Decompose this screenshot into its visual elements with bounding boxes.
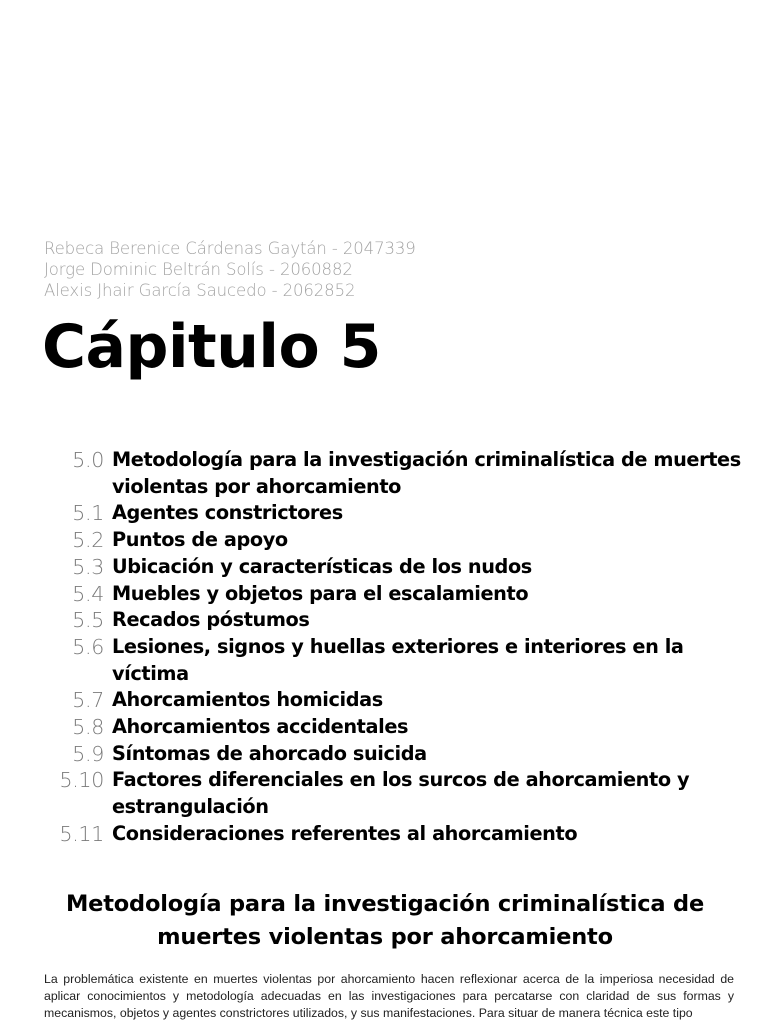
chapter-title: Cápitulo 5: [42, 312, 381, 382]
toc-title: Síntomas de ahorcado suicida: [112, 741, 427, 765]
toc-item: [40, 581, 752, 608]
toc-number: 5.2: [72, 528, 104, 553]
author-line: Alexis Jhair García Saucedo - 2062852: [44, 281, 356, 300]
toc-number: 5.0: [72, 448, 104, 472]
section-heading: Metodología para la investigación criminalística de muertes violentas por ahorcamiento: [65, 891, 705, 950]
toc-title: Agentes constrictores: [112, 501, 343, 525]
toc-number: 5.7: [72, 688, 104, 713]
author-list: [44, 238, 416, 301]
toc-number: 5.8: [72, 715, 104, 740]
toc-item: [40, 447, 752, 500]
toc-title: Lesiones, signos y huellas exteriores e interiores en la víctima: [112, 634, 684, 685]
toc-item: [40, 554, 752, 581]
toc-item: [40, 500, 752, 527]
toc-item: [40, 634, 752, 687]
toc-item: [40, 767, 752, 820]
toc-number: 5.3: [72, 554, 104, 579]
toc-title: Puntos de apoyo: [112, 528, 288, 552]
toc-title: Factores diferenciales en los surcos de ahorcamiento y estrangulación: [112, 768, 690, 819]
body-paragraph: La problemática existente en muertes violentas por ahorcamiento hacen reflexionar acerca de la imperiosa necesidad de aplicar conocimientos y metodología adecuadas en las investigaciones para percatarse con claridad de sus formas y mecanismos, objetos y agentes constrictores utilizados, y sus manifestaciones. Para situar de manera técnica este tipo: [44, 972, 734, 1020]
toc-title: Muebles y objetos para el escalamiento: [112, 581, 529, 605]
toc-title: Ahorcamientos homicidas: [112, 688, 383, 712]
toc-number: 5.1: [72, 501, 104, 526]
toc-number: 5.9: [72, 741, 104, 766]
toc-number: 5.11: [59, 821, 104, 846]
toc-title: Metodología para la investigación criminalística de muertes violentas por ahorcamiento: [112, 448, 741, 498]
toc-item: [40, 714, 752, 741]
toc-title: Consideraciones referentes al ahorcamiento: [112, 821, 578, 845]
toc-number: 5.5: [72, 608, 104, 633]
toc-title: Ubicación y características de los nudos: [112, 554, 532, 578]
table-of-contents: [40, 447, 752, 848]
toc-item: [40, 687, 752, 714]
toc-item: [40, 821, 752, 848]
toc-number: 5.6: [72, 634, 104, 659]
toc-title: Recados póstumos: [112, 608, 310, 632]
toc-number: 5.10: [59, 768, 104, 793]
toc-item: [40, 527, 752, 554]
toc-title: Ahorcamientos accidentales: [112, 715, 409, 739]
toc-number: 5.4: [72, 581, 104, 606]
toc-item: [40, 607, 752, 634]
author-line: Jorge Dominic Beltrán Solís - 2060882: [44, 260, 353, 279]
toc-item: [40, 741, 752, 768]
author-line: Rebeca Berenice Cárdenas Gaytán - 2047339: [44, 239, 416, 258]
